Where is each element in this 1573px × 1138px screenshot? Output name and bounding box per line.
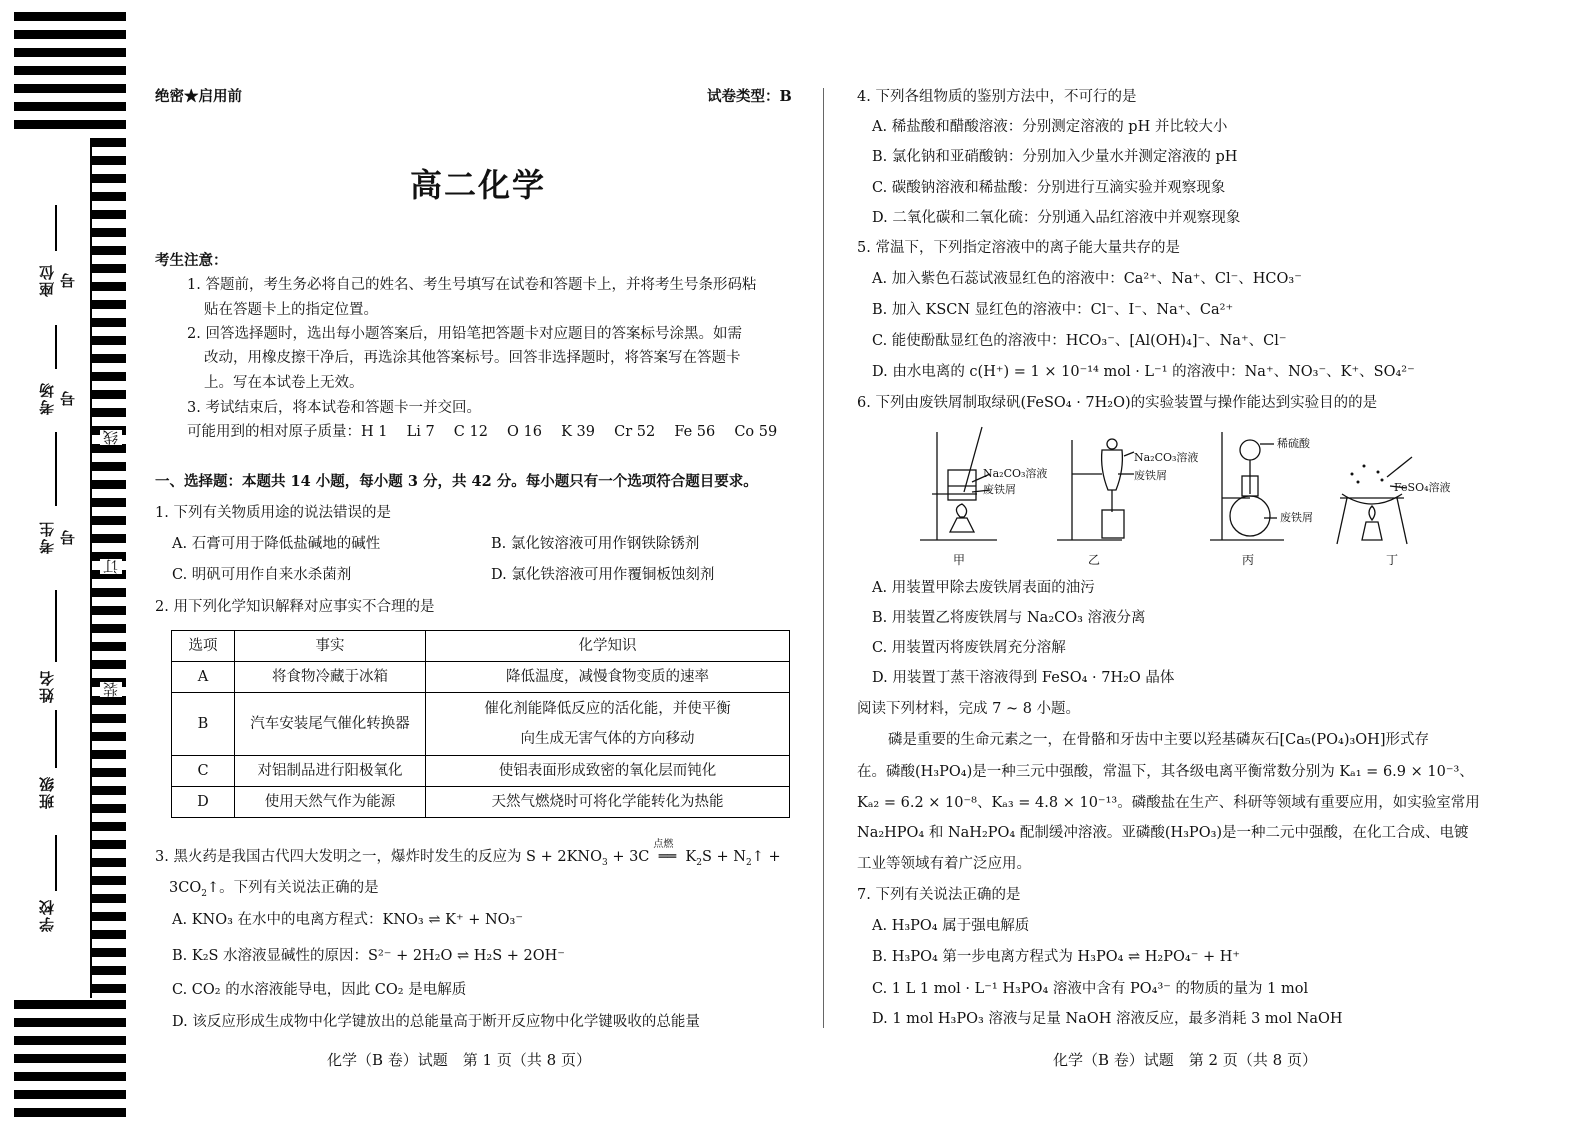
- q2-cell-opt: A: [172, 662, 235, 693]
- student-number-label: 考生号: [36, 512, 76, 562]
- notes-heading: 考生注意：: [155, 252, 228, 269]
- q5-option-b: B. 加入 KSCN 显红色的溶液中：Cl⁻、I⁻、Na⁺、Ca²⁺: [872, 302, 1234, 318]
- q3-stem-d: S + N: [701, 849, 746, 865]
- q4-option-b: B. 氯化钠和亚硝酸钠：分别加入少量水并测定溶液的 pH: [872, 149, 1238, 165]
- q7-option-c: C. 1 L 1 mol · L⁻¹ H₃PO₄ 溶液中含有 PO₄³⁻ 的物质的量为 1 mol: [872, 981, 1309, 997]
- name-label: 姓名: [36, 668, 76, 704]
- q2-know-line1: 催化剂能降低反应的活化能，并使平衡: [484, 701, 731, 717]
- q2-cell-opt: C: [172, 756, 235, 787]
- q6-option-b: B. 用装置乙将废铁屑与 Na₂CO₃ 溶液分离: [872, 610, 1146, 626]
- q2-cell-know: [426, 693, 790, 756]
- q3-option-c: C. CO₂ 的水溶液能导电，因此 CO₂ 是电解质: [172, 982, 467, 998]
- q3-option-d: D. 该反应形成生成物中化学键放出的总能量高于断开反应物中化学键吸收的总能量: [172, 1014, 700, 1030]
- q2-cell-fact: 对铝制品进行阳极氧化: [235, 756, 426, 787]
- q4-option-a: A. 稀盐酸和醋酸溶液：分别测定溶液的 pH 并比较大小: [872, 119, 1228, 135]
- q1-option-c: C. 明矾可用作自来水杀菌剂: [172, 567, 352, 583]
- seat-number-label: 座位号: [36, 255, 76, 305]
- note-line: 2. 回答选择题时，选出每小题答案后，用铅笔把答题卡对应题目的答案标号涂黑。如需: [187, 326, 742, 342]
- q4-stem: 4. 下列各组物质的鉴别方法中，不可行的是: [857, 89, 1137, 105]
- q2-cell-know: 降低温度，减慢食物变质的速率: [426, 662, 790, 693]
- reading-para-line: 磷是重要的生命元素之一，在骨骼和牙齿中主要以羟基磷灰石[Ca₅(PO₄)₃OH]形式存: [888, 732, 1429, 748]
- fig-label-jia-solution: Na₂CO₃溶液: [983, 467, 1048, 480]
- q3-option-b: B. K₂S 水溶液显碱性的原因：S²⁻ + 2H₂O ⇌ H₂S + 2OH⁻: [172, 948, 565, 964]
- q6-option-d: D. 用装置丁蒸干溶液得到 FeSO₄ · 7H₂O 晶体: [872, 670, 1175, 686]
- atomic-masses: 可能用到的相对原子质量：H 1 Li 7 C 12 O 16 K 39 Cr 52 Fe 56 Co 59: [187, 424, 778, 440]
- q2-cell-opt: D: [172, 787, 235, 818]
- q2-header: 化学知识: [426, 631, 790, 662]
- q5-option-d: D. 由水电离的 c(H⁺) = 1 × 10⁻¹⁴ mol · L⁻¹ 的溶液中：Na⁺、NO₃⁻、K⁺、SO₄²⁻: [872, 364, 1415, 380]
- q2-cell-fact: 汽车安装尾气催化转换器: [235, 693, 426, 756]
- note-line: 贴在答题卡上的指定位置。: [204, 302, 378, 318]
- q2-table: [171, 630, 790, 818]
- q2-cell-fact: 将食物冷藏于冰箱: [235, 662, 426, 693]
- q4-option-c: C. 碳酸钠溶液和稀盐酸：分别进行互滴实验并观察现象: [872, 180, 1226, 196]
- q2-stem: 2. 用下列化学知识解释对应事实不合理的是: [155, 599, 435, 615]
- q2-cell-fact: 使用天然气作为能源: [235, 787, 426, 818]
- q3-stem-c: K: [685, 849, 697, 865]
- q7-option-d: D. 1 mol H₃PO₃ 溶液与足量 NaOH 溶液反应，最多消耗 3 mol NaOH: [872, 1011, 1343, 1027]
- q3-stem-a: 3. 黑火药是我国古代四大发明之一，爆炸时发生的反应为 S + 2KNO: [155, 849, 602, 865]
- q6-option-c: C. 用装置丙将废铁屑充分溶解: [872, 640, 1066, 656]
- q1-stem: 1. 下列有关物质用途的说法错误的是: [155, 505, 391, 521]
- page-title: 高二化学: [410, 166, 547, 204]
- exam-room-label: 考场号: [36, 373, 76, 423]
- fig-label-bing-acid: 稀硫酸: [1277, 437, 1310, 450]
- q2-know-line2: 向生成无害气体的方向移动: [520, 731, 695, 747]
- q3-option-a: A. KNO₃ 在水中的电离方程式：KNO₃ ⇌ K⁺ + NO₃⁻: [172, 912, 524, 928]
- q2-cell-know: 使铝表面形成致密的氧化层而钝化: [426, 756, 790, 787]
- fig-label-ding-solution: FeSO₄溶液: [1394, 481, 1451, 494]
- reading-para-line: 在。磷酸(H₃PO₄)是一种三元中强酸，常温下，其各级电离平衡常数分别为 Kₐ₁ = 6.9 × 10⁻³、: [857, 764, 1474, 780]
- confidential-mark: 绝密★启用前: [155, 88, 242, 105]
- page1-footer: 化学（B 卷）试题 第 1 页（共 8 页）: [327, 1051, 591, 1069]
- note-line: 1. 答题前，考生务必将自己的姓名、考生号填写在试卷和答题卡上，并将考生号条形码粘: [187, 277, 757, 293]
- q3-equals-arrow: ══: [658, 849, 677, 865]
- fig-label-bing-iron: 废铁屑: [1280, 511, 1313, 524]
- page2-footer: 化学（B 卷）试题 第 2 页（共 8 页）: [1053, 1051, 1317, 1069]
- reading-para-line: 工业等领域有着广泛应用。: [857, 856, 1031, 872]
- section-heading: 一、选择题：本题共 14 小题，每小题 3 分，共 42 分。每小题只有一个选项符合题目要求。: [155, 473, 758, 490]
- q7-stem: 7. 下列有关说法正确的是: [857, 887, 1021, 903]
- reading-para-line: Kₐ₂ = 6.2 × 10⁻⁸、Kₐ₃ = 4.8 × 10⁻¹³。磷酸盐在生产、科研等领域有重要应用，如实验室常用: [857, 795, 1480, 811]
- class-label: 班级: [36, 774, 76, 810]
- q3-line2b: ↑。下列有关说法正确的是: [206, 880, 379, 896]
- fig-caption-yi: 乙: [1088, 553, 1101, 567]
- binding-char-stitch: 订: [102, 559, 120, 574]
- reading-para-line: Na₂HPO₄ 和 NaH₂PO₄ 配制缓冲溶液。亚磷酸(H₃PO₃)是一种二元中强酸，在化工合成、电镀: [857, 825, 1469, 841]
- q4-option-d: D. 二氧化碳和二氧化硫：分别通入品红溶液中并观察现象: [872, 210, 1241, 226]
- q3-stem: 3. 黑火药是我国古代四大发明之一，爆炸时发生的反应为 $S + 2KNO_3 + 3C$ 点燃 ══ $K_2S$ + $N_2↑$ +: [155, 847, 781, 873]
- q1-option-d: D. 氯化铁溶液可用作覆铜板蚀刻剂: [491, 567, 715, 583]
- note-line: 改动，用橡皮擦干净后，再选涂其他答案标号。回答非选择题时，将答案写在答题卡: [204, 350, 741, 366]
- fig-label-yi-iron: 废铁屑: [1134, 469, 1167, 482]
- q1-option-a: A. 石膏可用于降低盐碱地的碱性: [172, 536, 381, 552]
- q6-stem: 6. 下列由废铁屑制取绿矾(FeSO₄ · 7H₂O)的实验装置与操作能达到实验目的的是: [857, 395, 1378, 411]
- note-line: 3. 考试结束后，将本试卷和答题卡一并交回。: [187, 400, 481, 416]
- fig-label-jia-iron: 废铁屑: [983, 483, 1016, 496]
- q3-stem-line2: $3CO_2↑$。下列有关说法正确的是: [169, 880, 379, 899]
- q7-option-b: B. H₃PO₄ 第一步电离方程式为 H₃PO₄ ⇌ H₂PO₄⁻ + H⁺: [872, 949, 1241, 965]
- q2-cell-know: 天然气燃烧时可将化学能转化为热能: [426, 787, 790, 818]
- q7-option-a: A. H₃PO₄ 属于强电解质: [872, 918, 1030, 934]
- q1-option-b: B. 氯化铵溶液可用作钢铁除锈剂: [491, 536, 700, 552]
- paper-type: 试卷类型：B: [707, 88, 792, 105]
- q3-stem-e: ↑ +: [751, 849, 781, 865]
- binding-char-line: 线: [102, 430, 120, 445]
- fig-label-yi-solution: Na₂CO₃溶液: [1134, 451, 1199, 464]
- binding-char-bind: 装: [102, 682, 120, 697]
- q5-option-c: C. 能使酚酞显红色的溶液中：HCO₃⁻、[Al(OH)₄]⁻、Na⁺、Cl⁻: [872, 333, 1287, 349]
- q3-line2a: 3CO: [169, 880, 202, 896]
- column-divider: [823, 88, 824, 1028]
- reading-intro: 阅读下列材料，完成 7 ~ 8 小题。: [857, 701, 1081, 717]
- q6-option-a: A. 用装置甲除去废铁屑表面的油污: [872, 580, 1095, 596]
- fig-caption-jia: 甲: [953, 553, 966, 567]
- q2-cell-opt: B: [172, 693, 235, 756]
- fig-caption-ding: 丁: [1386, 553, 1399, 567]
- note-line: 上。写在本试卷上无效。: [204, 375, 364, 391]
- q5-stem: 5. 常温下，下列指定溶液中的离子能大量共存的是: [857, 240, 1180, 256]
- q3-arrow-label: 点燃: [653, 839, 674, 850]
- school-label: 学校: [36, 897, 76, 933]
- q2-header: 选项: [172, 631, 235, 662]
- q5-option-a: A. 加入紫色石蕊试液显红色的溶液中：Ca²⁺、Na⁺、Cl⁻、HCO₃⁻: [872, 271, 1302, 287]
- fig-caption-bing: 丙: [1242, 553, 1255, 567]
- q2-header: 事实: [235, 631, 426, 662]
- q3-stem-b: + 3C: [607, 849, 650, 865]
